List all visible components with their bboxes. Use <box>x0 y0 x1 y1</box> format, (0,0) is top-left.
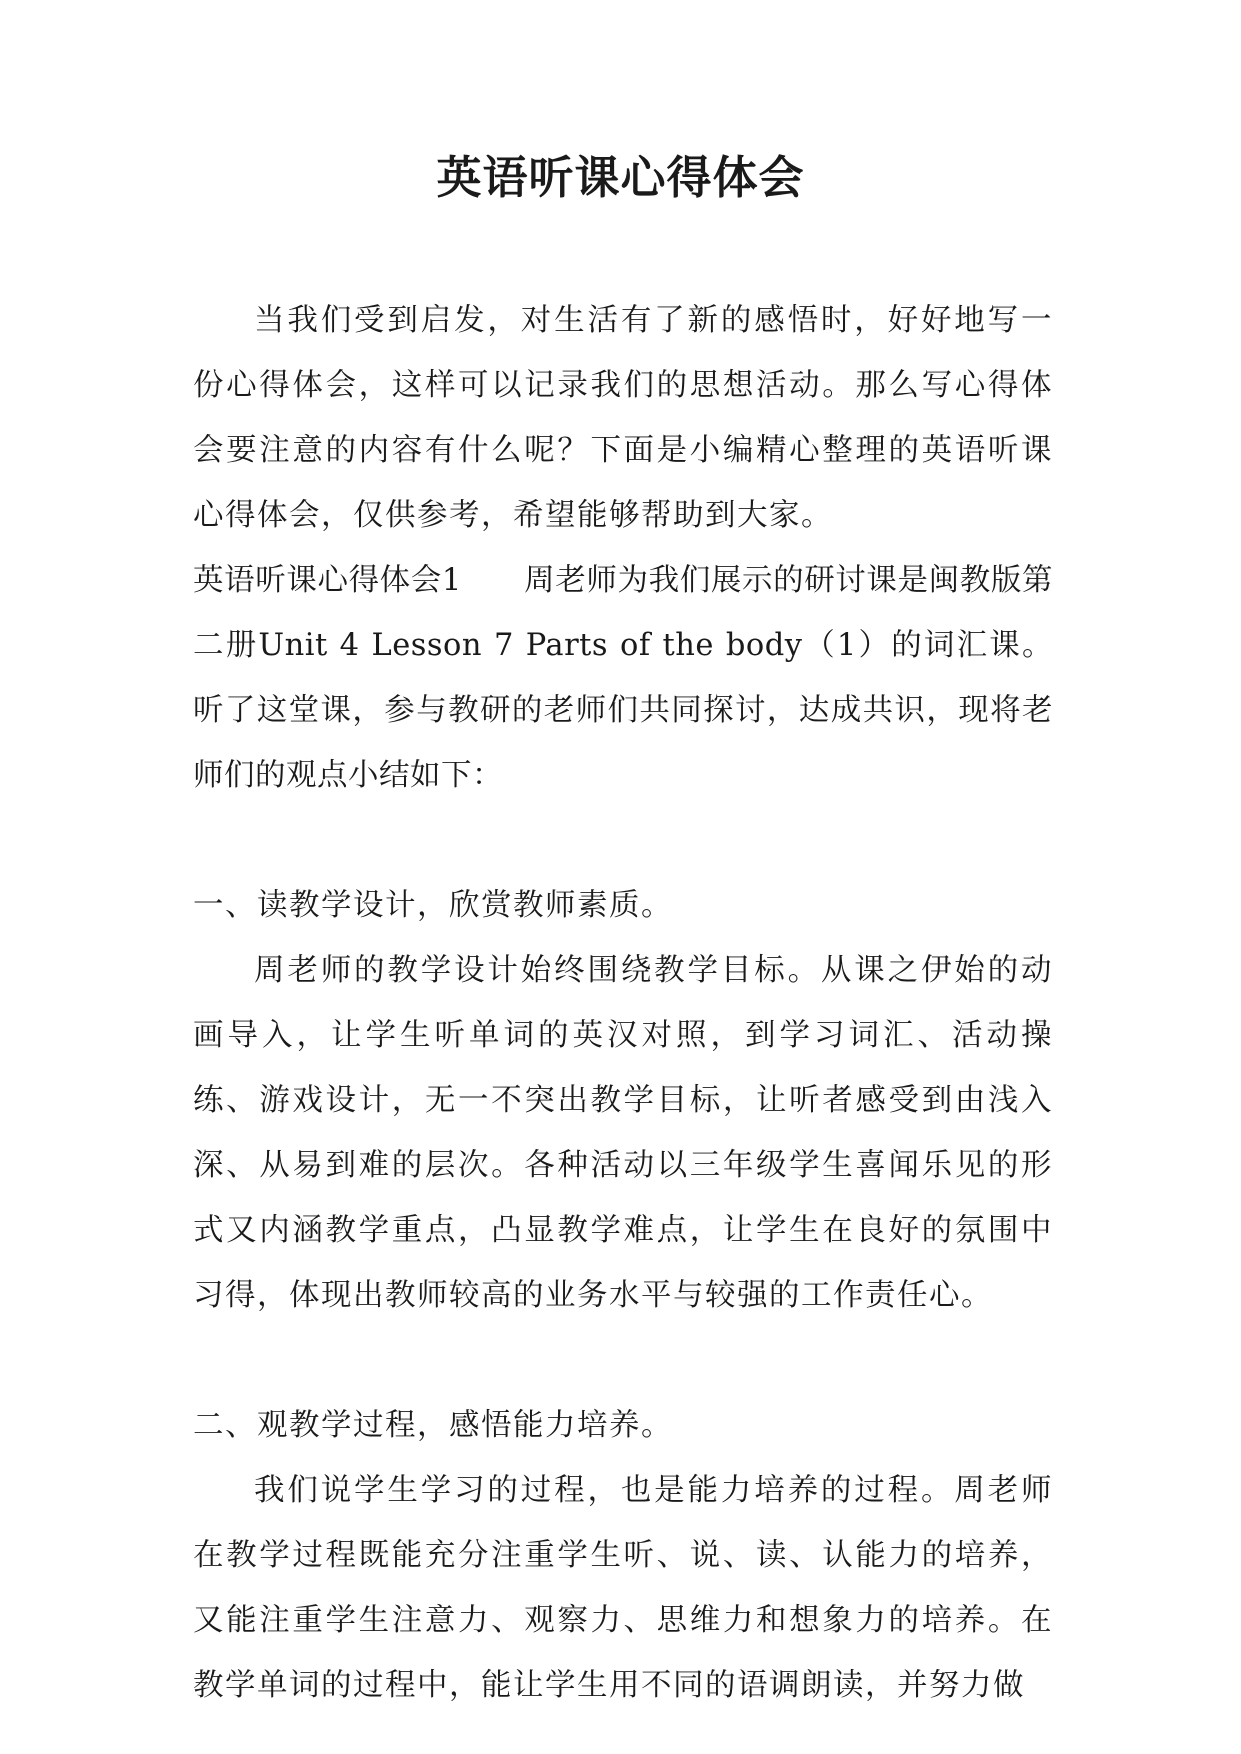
section-spacer <box>193 1328 1053 1393</box>
document-title: 英语听课心得体会 <box>436 151 805 204</box>
entry-paragraph: 英语听课心得体会1 周老师为我们展示的研讨课是闽教版第二册Unit 4 Lesson 7 Parts of the body（1）的词汇课。听了这堂课，参与教研的老师们共同探讨，达成共识，现将老师们的观点小结如下： <box>193 563 1053 793</box>
document-body <box>193 288 1053 1718</box>
section-body-1: 周老师的教学设计始终围绕教学目标。从课之伊始的动画导入，让学生听单词的英汉对照，到学习词汇、活动操练、游戏设计，无一不突出教学目标，让听者感受到由浅入深、从易到难的层次。各种活动以三年级学生喜闻乐见的形式又内涵教学重点，凸显教学难点，让学生在良好的氛围中习得，体现出教师较高的业务水平与较强的工作责任心。 <box>193 953 1053 1313</box>
section-body-2: 我们说学生学习的过程，也是能力培养的过程。周老师在教学过程既能充分注重学生听、说、读、认能力的培养，又能注重学生注意力、观察力、思维力和想象力的培养。在教学单词的过程中，能让学生用不同的语调朗读，并努力做 <box>193 1473 1053 1703</box>
section-spacer <box>193 808 1053 873</box>
section-heading-2: 二、观教学过程，感悟能力培养。 <box>193 1408 673 1443</box>
section-heading-1: 一、读教学设计，欣赏教师素质。 <box>193 888 673 923</box>
intro-paragraph: 当我们受到启发，对生活有了新的感悟时，好好地写一份心得体会，这样可以记录我们的思想活动。那么写心得体会要注意的内容有什么呢？下面是小编精心整理的英语听课心得体会，仅供参考，希望能够帮助到大家。 <box>193 303 1053 533</box>
